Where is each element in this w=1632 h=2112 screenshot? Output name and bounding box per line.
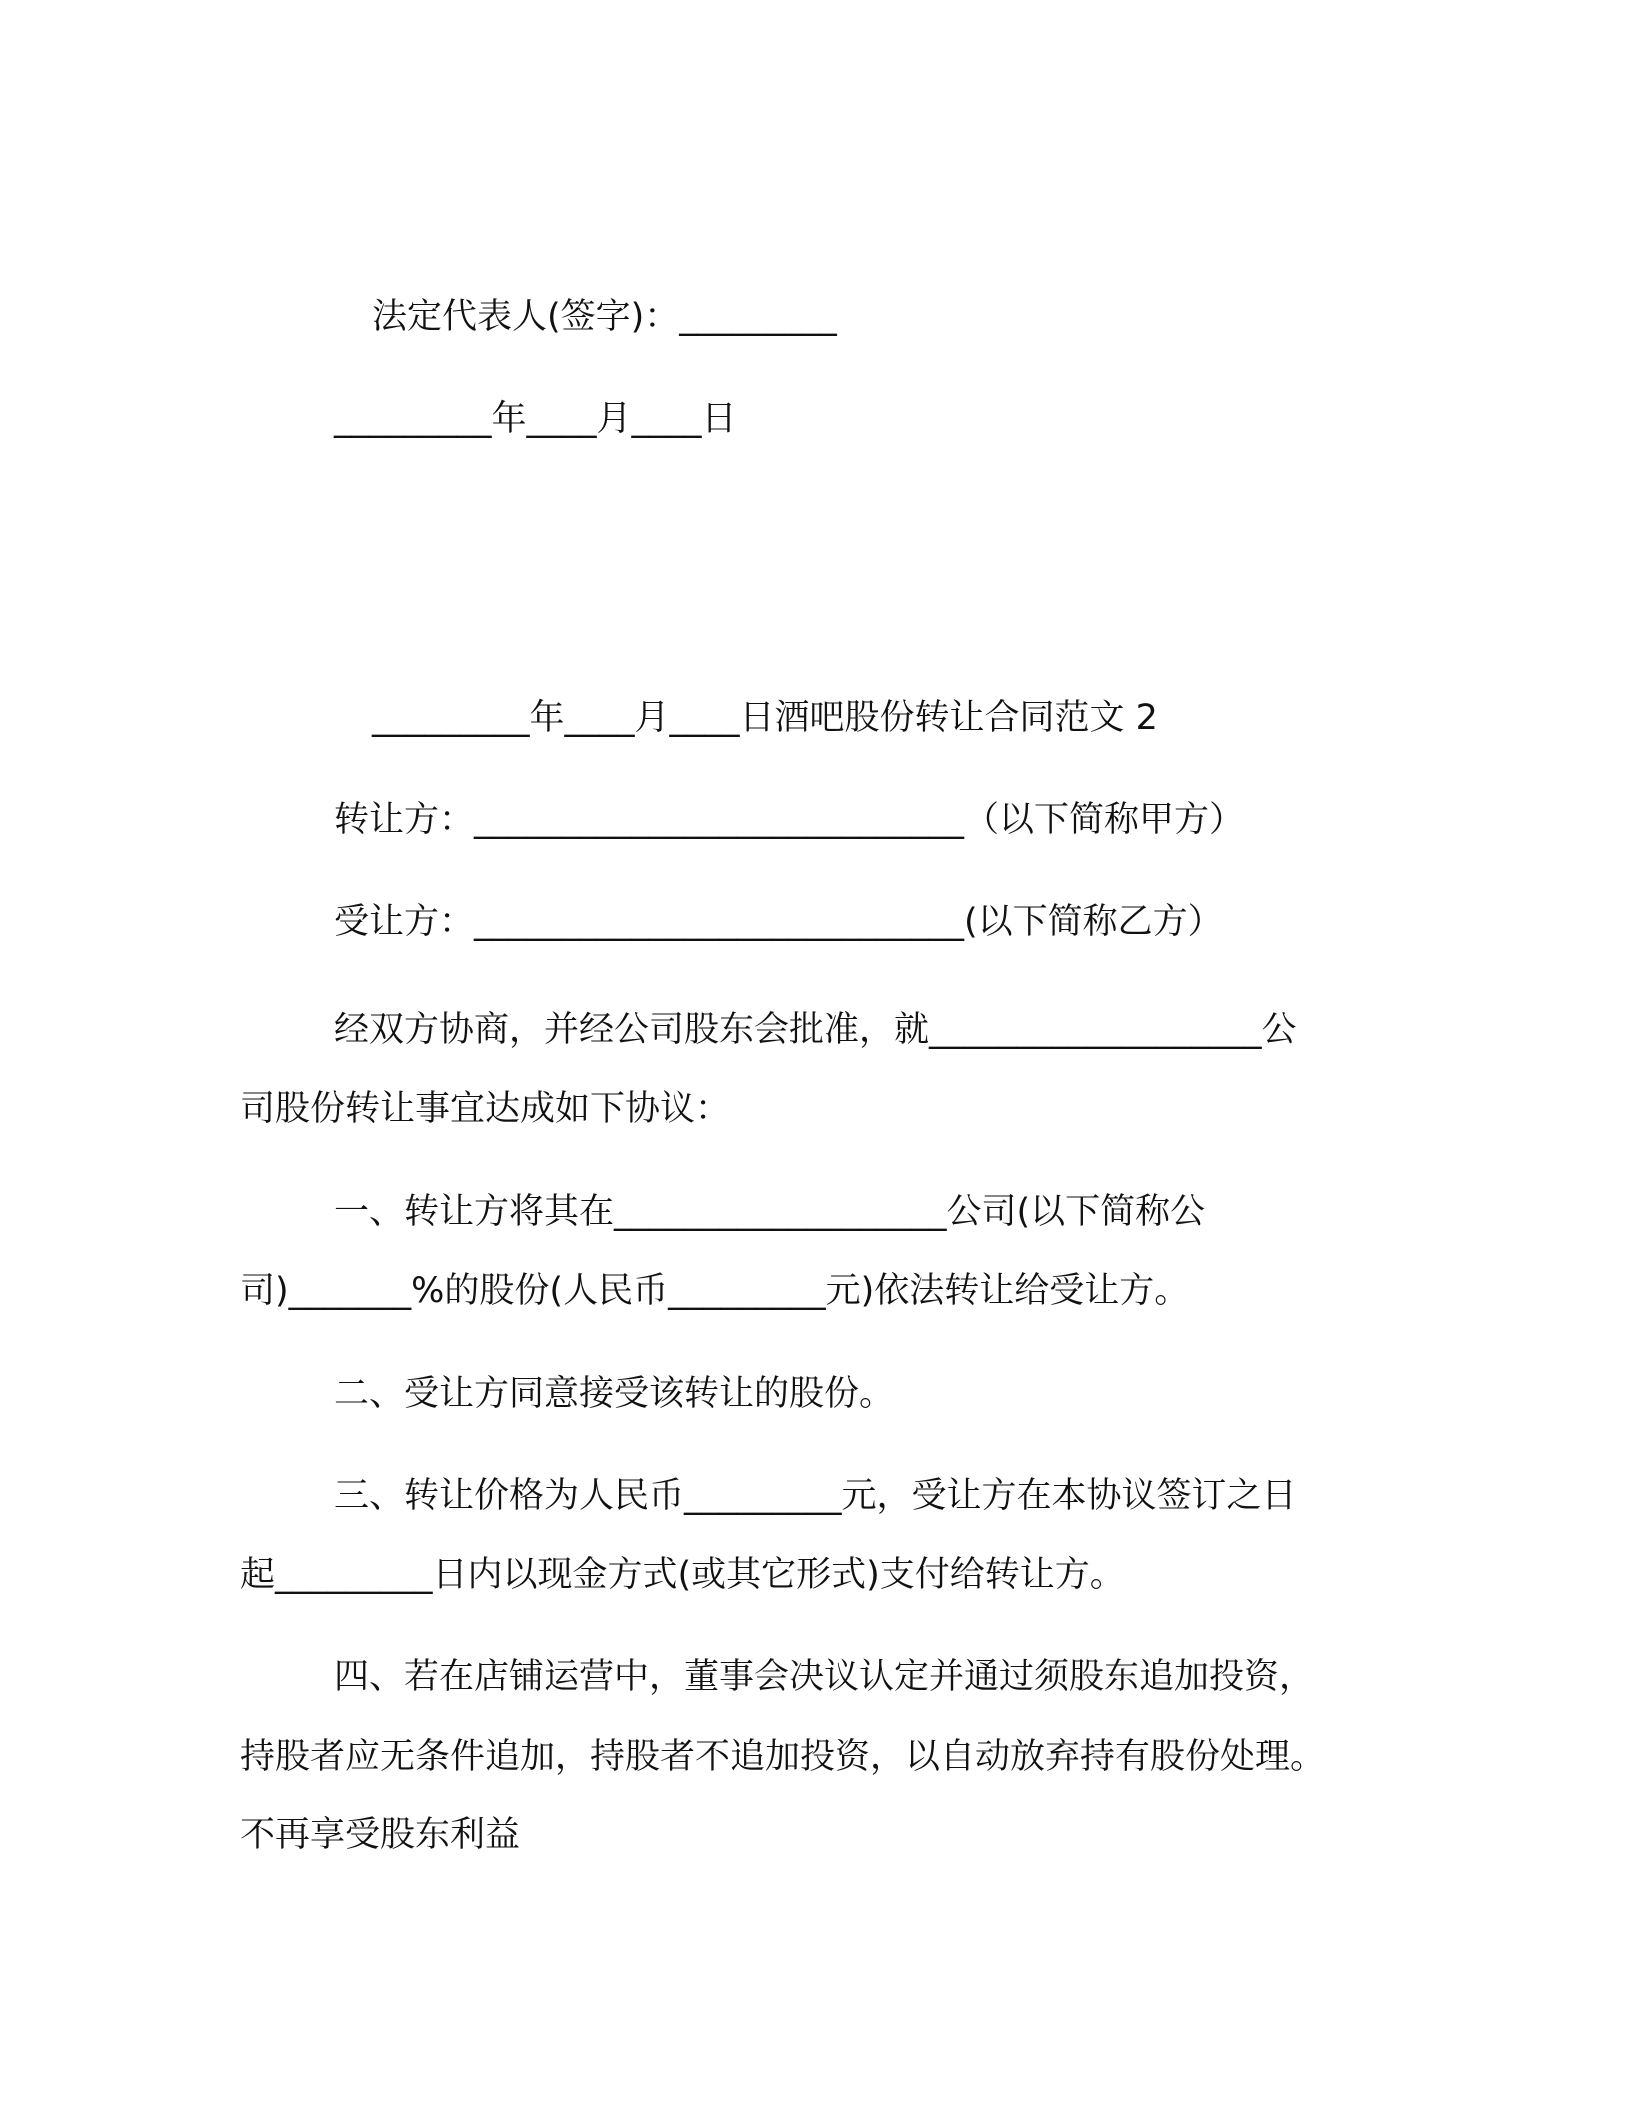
clause-3-line-2: 起_________日内以现金方式(或其它形式)支付给转让方。 (240, 1555, 1125, 1595)
clause-2: 二、受让方同意接受该转让的股份。 (334, 1374, 895, 1414)
clause-1-line-1: 一、转让方将其在___________________公司(以下简称公 (334, 1192, 1206, 1232)
clause-1-line-2: 司)_______%的股份(人民币_________元)依法转让给受让方。 (240, 1271, 1190, 1311)
date-line: _________年____月____日 (334, 399, 737, 439)
transferee-line: 受让方：____________________________(以下简称乙方） (334, 902, 1223, 942)
transferor-line: 转让方：____________________________（以下简称甲方） (334, 800, 1245, 840)
clause-3-line-1: 三、转让价格为人民币_________元，受让方在本协议签订之日 (334, 1476, 1297, 1516)
clause-4-line-1: 四、若在店铺运营中，董事会决议认定并通过须股东追加投资， (334, 1657, 1315, 1697)
intro-paragraph-line-2: 司股份转让事宜达成如下协议： (240, 1089, 731, 1129)
clause-4-line-3: 不再享受股东利益 (240, 1815, 521, 1855)
intro-paragraph-line-1: 经双方协商，并经公司股东会批准，就___________________公 (334, 1010, 1297, 1050)
clause-4-line-2: 持股者应无条件追加，持股者不追加投资，以自动放弃持有股份处理。 (240, 1737, 1326, 1777)
contract-title: _________年____月____日酒吧股份转让合同范文 2 (372, 698, 1158, 738)
signature-line: 法定代表人(签字)：_________ (372, 297, 837, 337)
